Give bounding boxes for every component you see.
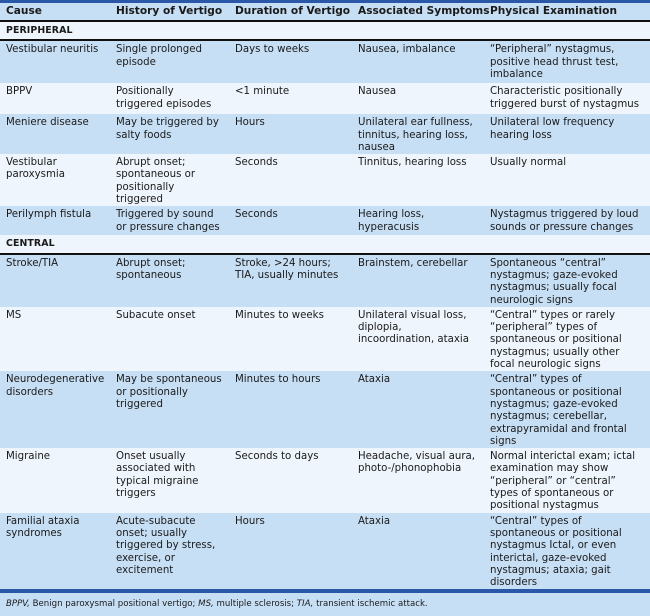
- footnote-abbr-bppv: BPPV,: [6, 599, 30, 610]
- table-row: [0, 307, 650, 371]
- cell-duration: Seconds: [235, 209, 278, 221]
- cell-duration: Minutes to weeks: [235, 309, 324, 321]
- cell-history: May be triggered by salty foods: [116, 117, 219, 141]
- header-history: History of Vertigo: [110, 2, 229, 22]
- cell-cause: Familial ataxia syndromes: [6, 515, 80, 539]
- section-row-central: [0, 235, 650, 253]
- table-row: [0, 114, 650, 154]
- cell-symptoms: Nausea, imbalance: [358, 44, 456, 56]
- header-duration: Duration of Vertigo: [229, 2, 352, 22]
- cell-cause: Perilymph fistula: [6, 209, 92, 221]
- cell-history: Positionally triggered episodes: [116, 86, 212, 110]
- cell-symptoms: Nausea: [358, 86, 397, 98]
- cell-history: Subacute onset: [116, 309, 196, 321]
- cell-symptoms: Hearing loss, hyperacusis: [358, 209, 425, 233]
- table-row: [0, 371, 650, 448]
- section-label: PERIPHERAL: [0, 21, 650, 40]
- footnote-text-tia: transient ischemic attack.: [313, 599, 428, 610]
- cell-history: Onset usually associated with typical migraine triggers: [116, 451, 199, 500]
- section-row-peripheral: [0, 21, 650, 40]
- section-label: CENTRAL: [0, 235, 650, 253]
- cell-cause: MS: [6, 309, 22, 321]
- cell-duration: Stroke, >24 hours; TIA, usually minutes: [235, 257, 339, 281]
- table-row: [0, 448, 650, 512]
- cell-exam: Usually normal: [490, 157, 567, 169]
- cell-duration: Minutes to hours: [235, 374, 321, 386]
- cell-cause: Vestibular paroxysmia: [6, 157, 65, 181]
- cell-symptoms: Tinnitus, hearing loss: [358, 157, 467, 169]
- cell-exam: “Central” types or rarely “peripheral” types of spontaneous or positional nystagmus; usually other focal neurologic signs: [490, 309, 622, 371]
- cell-cause: Stroke/TIA: [6, 257, 59, 269]
- cell-duration: Seconds to days: [235, 451, 319, 463]
- cell-cause: Meniere disease: [6, 117, 89, 129]
- footnote-text-ms: multiple sclerosis;: [213, 599, 297, 610]
- cell-cause: Migraine: [6, 451, 51, 463]
- cell-exam: Characteristic positionally triggered burst of nystagmus: [490, 86, 640, 110]
- footnote-abbr-tia: TIA,: [296, 599, 314, 610]
- cell-symptoms: Ataxia: [358, 515, 391, 527]
- cell-cause: BPPV: [6, 86, 33, 98]
- table-body: [0, 21, 650, 589]
- cell-history: Abrupt onset; spontaneous or positionally triggered: [116, 157, 196, 206]
- cell-history: Abrupt onset; spontaneous: [116, 257, 186, 281]
- cell-exam: “Peripheral” nystagmus, positive head thrust test, imbalance: [490, 44, 619, 80]
- cell-cause: Neurodegenerative disorders: [6, 374, 105, 398]
- cell-duration: Hours: [235, 515, 265, 527]
- table-row: [0, 83, 650, 114]
- cell-duration: <1 minute: [235, 86, 290, 98]
- header-cause: Cause: [0, 2, 110, 22]
- cell-exam: Unilateral low frequency hearing loss: [490, 117, 615, 141]
- table-row: [0, 513, 650, 590]
- cell-history: Acute-subacute onset; usually triggered by stress, exercise, or excitement: [116, 515, 216, 576]
- cell-cause: Vestibular neuritis: [6, 44, 99, 56]
- cell-symptoms: Brainstem, cerebellar: [358, 257, 468, 269]
- footnote-abbr-ms: MS,: [198, 599, 214, 610]
- header-exam: Physical Examination: [484, 2, 650, 22]
- cell-exam: Spontaneous “central” nystagmus; gaze-evoked nystagmus; usually focal neurologic signs: [490, 257, 618, 306]
- cell-exam: Nystagmus triggered by loud sounds or pressure changes: [490, 209, 639, 233]
- cell-exam: Normal interictal exam; ictal examination may show “peripheral” or “central” types of spontaneous or positional nystagmus: [490, 451, 636, 512]
- cell-symptoms: Unilateral visual loss, diplopia, incoordination, ataxia: [358, 309, 469, 346]
- table-row: [0, 40, 650, 83]
- footnote-text-bppv: Benign paroxysmal positional vertigo;: [29, 599, 199, 610]
- cell-duration: Hours: [235, 117, 265, 129]
- cell-history: May be spontaneous or positionally triggered: [116, 374, 222, 410]
- header-symptoms: Associated Symptoms: [352, 2, 484, 22]
- table-row: [0, 206, 650, 235]
- cell-exam: “Central” types of spontaneous or positional nystagmus; gaze-evoked nystagmus; cerebellar, extrapyramidal and frontal signs: [490, 374, 627, 447]
- cell-symptoms: Headache, visual aura, photo-/phonophobia: [358, 451, 475, 475]
- table-header-row: [0, 2, 650, 22]
- cell-exam: “Central” types of spontaneous or positional nystagmus Ictal, or even interictal, gaze-evoked nystagmus; ataxia; gait disorders: [490, 515, 622, 589]
- cell-duration: Seconds: [235, 157, 278, 169]
- cell-duration: Days to weeks: [235, 44, 310, 56]
- footnote: [0, 593, 650, 616]
- table-row: [0, 254, 650, 307]
- table-row: [0, 154, 650, 206]
- cell-symptoms: Ataxia: [358, 374, 391, 386]
- cell-symptoms: Unilateral ear fullness, tinnitus, hearing loss, nausea: [358, 117, 473, 153]
- cell-history: Single prolonged episode: [116, 44, 202, 68]
- cell-history: Triggered by sound or pressure changes: [116, 209, 220, 233]
